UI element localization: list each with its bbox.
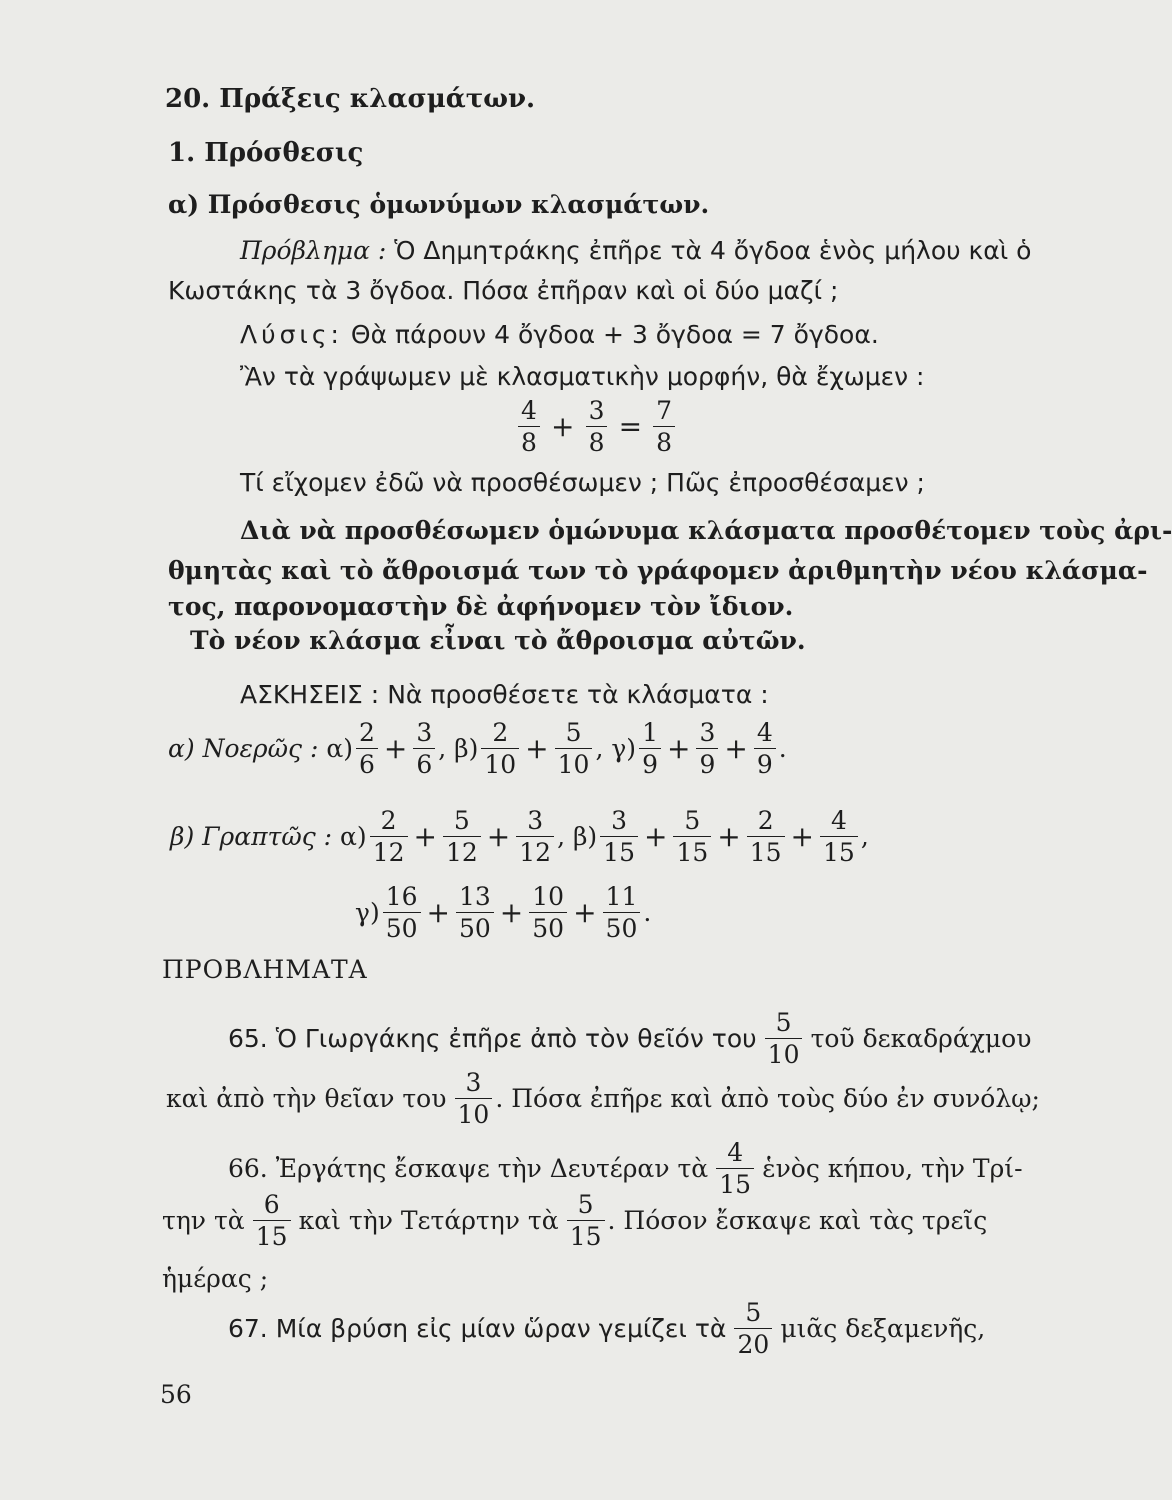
fraction xyxy=(383,884,421,941)
problem-65-line-1 xyxy=(228,1010,1031,1067)
fraction xyxy=(370,808,408,865)
rule-line-4: Τὸ νέον κλάσμα εἶναι τὸ ἄθροισμα αὐτῶν. xyxy=(190,626,806,655)
fraction: $\frac{5}{15}$ xyxy=(567,1192,605,1249)
problem-66-text: καὶ τὴν Τετάρτην τὰ xyxy=(298,1206,559,1235)
denominator: 12 xyxy=(370,836,408,865)
numerator: 10 xyxy=(532,882,565,911)
fraction: $\frac{4}{15}$ xyxy=(716,1140,754,1197)
solution-text: Θὰ πάρουν 4 ὄγδοα + 3 ὄγδοα = 7 ὄγδοα. xyxy=(350,320,879,349)
plus-sign: + xyxy=(551,410,575,443)
punctuation: , xyxy=(438,734,447,763)
item-alpha: α) xyxy=(326,734,353,763)
rule-line-1: Διὰ νὰ προσθέσωμεν ὁμώνυμα κλάσματα προσθέτομεν τοὺς ἀρι- xyxy=(240,516,1172,545)
problem-66-line-1 xyxy=(228,1140,1023,1197)
item-gamma: γ) xyxy=(603,734,637,763)
fraction: $\frac{3}{8}$ xyxy=(586,398,608,455)
fraction xyxy=(747,808,785,865)
fraction xyxy=(443,808,481,865)
fraction xyxy=(413,720,435,777)
denominator: 50 xyxy=(456,912,494,941)
section-title: 20. Πράξεις κλασμάτων. xyxy=(165,84,536,114)
oral-label: α) Νοερῶς : xyxy=(168,734,327,763)
rule-line-3: τος, παρονομαστὴν δὲ ἀφήνομεν τὸν ἴδιον. xyxy=(168,592,794,621)
fraction xyxy=(481,720,519,777)
item-gamma: γ) xyxy=(355,898,380,927)
page-number: 56 xyxy=(160,1380,192,1409)
problem-66-line-2 xyxy=(162,1192,987,1249)
fraction xyxy=(820,808,858,865)
numerator: 3 xyxy=(527,806,544,835)
denominator: 15 xyxy=(600,836,638,865)
denominator: 50 xyxy=(603,912,641,941)
numerator: 5 xyxy=(453,806,470,835)
denominator: 15 xyxy=(747,836,785,865)
problem-66-text: ἑνὸς κήπου, τὴν Τρί- xyxy=(762,1154,1023,1183)
problem-line-2: Κωστάκης τὰ 3 ὄγδοα. Πόσα ἐπῆραν καὶ οἱ δύο μαζί ; xyxy=(168,276,839,305)
punctuation: . xyxy=(643,898,652,927)
solution-line-2: Ἂν τὰ γράψωμεν μὲ κλασματικὴν μορφήν, θὰ ἔχωμεν : xyxy=(240,362,925,391)
question-line: Τί εἴχομεν ἐδῶ νὰ προσθέσωμεν ; Πῶς ἐπροσθέσαμεν ; xyxy=(240,468,925,497)
numerator: 5 xyxy=(684,806,701,835)
solution-line xyxy=(240,320,879,349)
numerator: 4 xyxy=(830,806,847,835)
plus-sign: + xyxy=(724,732,748,765)
numerator: 11 xyxy=(605,882,638,911)
punctuation: , xyxy=(860,822,869,851)
exercises-instruction: Νὰ προσθέσετε τὰ κλάσματα : xyxy=(387,680,769,709)
plus-sign: + xyxy=(790,820,815,853)
subsection-title: 1. Πρόσθεσις xyxy=(168,138,364,168)
numerator: 2 xyxy=(757,806,774,835)
denominator: 10 xyxy=(555,748,593,777)
problem-66-text: 66. Ἐργάτης ἔσκαψε τὴν Δευτέραν τὰ xyxy=(228,1154,709,1183)
denominator: 15 xyxy=(673,836,711,865)
problem-text-1: Ὁ Δημητράκης ἐπῆρε τὰ 4 ὄγδοα ἑνὸς μήλου καὶ ὁ xyxy=(394,236,1032,265)
problem-65-line-2 xyxy=(166,1070,1040,1127)
plus-sign: + xyxy=(666,732,691,765)
plus-sign: + xyxy=(486,820,511,853)
numerator: 16 xyxy=(385,882,418,911)
denominator: 9 xyxy=(754,748,776,777)
denominator: 10 xyxy=(481,748,519,777)
fraction: $\frac{6}{15}$ xyxy=(253,1192,291,1249)
problem-66-text: την τὰ xyxy=(162,1206,245,1235)
problem-67-text: μιᾶς δεξαμενῆς, xyxy=(780,1314,986,1343)
numerator: 2 xyxy=(380,806,397,835)
numerator: 4 xyxy=(756,718,773,747)
oral-exercises xyxy=(168,720,787,777)
denominator: 6 xyxy=(356,748,378,777)
numerator: 3 xyxy=(699,718,716,747)
denominator: 6 xyxy=(413,748,435,777)
written-exercise-gamma xyxy=(355,884,651,941)
problem-label: Πρόβλημα : xyxy=(240,236,387,265)
numerator: 3 xyxy=(611,806,628,835)
item-beta: β) xyxy=(446,734,479,763)
fraction xyxy=(456,884,494,941)
fraction xyxy=(600,808,638,865)
fraction xyxy=(516,808,554,865)
problem-65-text: καὶ ἀπὸ τὴν θεῖαν του xyxy=(166,1084,447,1113)
fraction xyxy=(555,720,593,777)
denominator: 50 xyxy=(383,912,421,941)
fraction xyxy=(696,720,718,777)
problem-67-line-1 xyxy=(228,1300,985,1357)
plus-sign: + xyxy=(573,896,597,929)
problem-line-1 xyxy=(240,236,1031,265)
fraction xyxy=(529,884,567,941)
numerator: 2 xyxy=(358,718,375,747)
plus-sign: + xyxy=(717,820,741,853)
denominator: 12 xyxy=(516,836,554,865)
fraction xyxy=(673,808,711,865)
item-beta: β) xyxy=(565,822,598,851)
numerator: 1 xyxy=(642,718,658,747)
numerator: 13 xyxy=(458,882,491,911)
plus-sign: + xyxy=(383,732,408,765)
numerator: 2 xyxy=(492,718,509,747)
fraction xyxy=(356,720,378,777)
punctuation: , xyxy=(595,734,604,763)
denominator: 9 xyxy=(639,748,661,777)
denominator: 12 xyxy=(443,836,481,865)
denominator: 50 xyxy=(529,912,567,941)
problem-66-text: . Πόσον ἔσκαψε καὶ τὰς τρεῖς xyxy=(607,1206,988,1235)
written-exercises xyxy=(170,808,869,865)
numerator: 5 xyxy=(565,718,582,747)
plus-sign: + xyxy=(499,896,524,929)
fraction: $\frac{7}{8}$ xyxy=(653,398,675,455)
problem-65-text: τοῦ δεκαδράχμου xyxy=(810,1024,1032,1053)
exercises-heading: ΑΣΚΗΣΕΙΣ : xyxy=(240,680,380,709)
example-equation xyxy=(515,398,678,455)
item-alpha: α) xyxy=(340,822,367,851)
numerator: 3 xyxy=(416,718,433,747)
fraction xyxy=(639,720,661,777)
fraction: $\frac{4}{8}$ xyxy=(518,398,540,455)
written-label: β) Γραπτῶς : xyxy=(170,822,341,851)
plus-sign: + xyxy=(413,820,437,853)
problem-65-text: 65. Ὁ Γιωργάκης ἐπῆρε ἀπὸ τὸν θεῖόν του xyxy=(228,1024,757,1053)
rule-line-2: θμητὰς καὶ τὸ ἄθροισμά των τὸ γράφομεν ἀριθμητὴν νέου κλάσμα- xyxy=(168,556,1148,585)
fraction xyxy=(603,884,641,941)
fraction: $\frac{5}{20}$ xyxy=(734,1300,772,1357)
punctuation: , xyxy=(557,822,566,851)
denominator: 15 xyxy=(820,836,858,865)
fraction xyxy=(754,720,776,777)
subsection-a-title: α) Πρόσθεσις ὁμωνύμων κλασμάτων. xyxy=(168,190,710,219)
plus-sign: + xyxy=(643,820,668,853)
denominator: 9 xyxy=(696,748,718,777)
problem-66-line-3: ἡμέρας ; xyxy=(162,1264,269,1293)
fraction: $\frac{5}{10}$ xyxy=(765,1010,803,1067)
problem-67-text: 67. Μία βρύση εἰς μίαν ὥραν γεμίζει τὰ xyxy=(228,1314,727,1343)
punctuation: . xyxy=(778,734,787,763)
problems-heading: ΠΡΟΒΛΗΜΑΤΑ xyxy=(162,955,368,984)
solution-label: Λύσις: xyxy=(240,320,343,349)
fraction: $\frac{3}{10}$ xyxy=(455,1070,493,1127)
problem-65-text: . Πόσα ἐπῆρε καὶ ἀπὸ τοὺς δύο ἐν συνόλῳ; xyxy=(495,1084,1040,1113)
exercises-heading-line xyxy=(240,680,769,709)
plus-sign: + xyxy=(426,896,450,929)
equals-sign: = xyxy=(618,410,643,443)
plus-sign: + xyxy=(525,732,549,765)
